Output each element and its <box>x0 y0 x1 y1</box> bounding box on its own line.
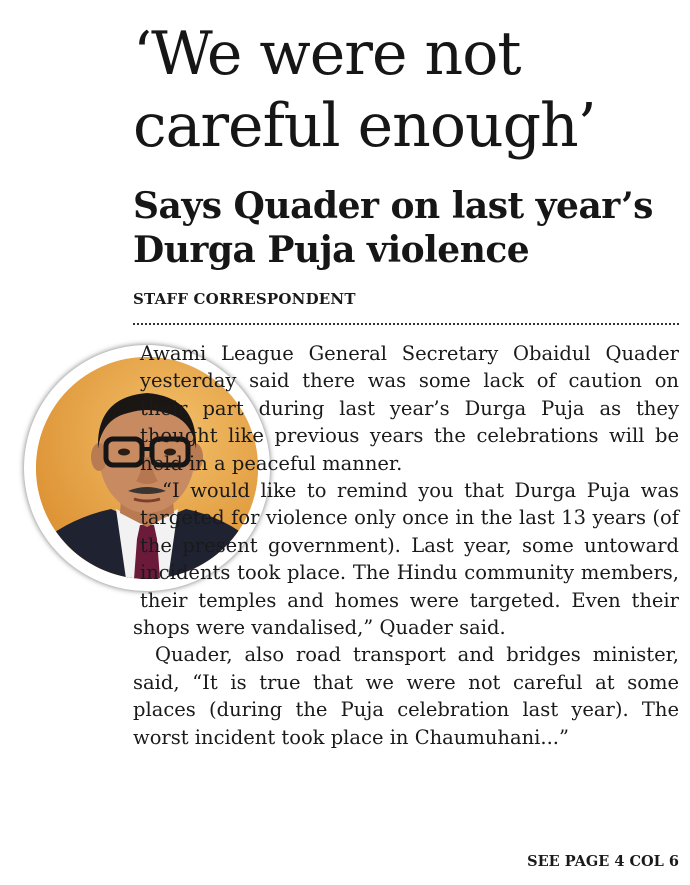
article-paragraph: “I would like to remind you that Durga Puja was targeted for violence only once in the last 13 years (of the present government). Last year, some untoward incidents took place. The Hindu community members, their temples and homes were targeted. Even their shops were vandalised,” Quader said. <box>133 479 679 640</box>
article-body <box>133 340 679 751</box>
continued-on-page-link[interactable]: SEE PAGE 4 COL 6 <box>527 853 679 870</box>
subheadline <box>133 184 683 272</box>
headline-line-1: ‘We were not <box>133 19 521 89</box>
byline: STAFF CORRESPONDENT <box>133 290 356 308</box>
subheadline-line-2: Durga Puja violence <box>133 229 530 271</box>
subheadline-line-1: Says Quader on last year’s <box>133 185 653 227</box>
photo-wrap-spacer <box>0 340 140 610</box>
article-paragraph: Quader, also road transport and bridges minister, said, “It is true that we were not careful at some places (during the Puja celebration last year). The worst incident took place in Chaumuhani...” <box>133 643 679 749</box>
article-paragraph: Awami League General Secretary Obaidul Quader yesterday said there was some lack of caution on their part during last year’s Durga Puja as they thought like previous years the celebrations will be held in a peaceful manner. <box>140 342 679 475</box>
headline-line-2: careful enough’ <box>133 91 596 161</box>
headline <box>133 18 683 162</box>
dotted-divider <box>133 323 679 325</box>
